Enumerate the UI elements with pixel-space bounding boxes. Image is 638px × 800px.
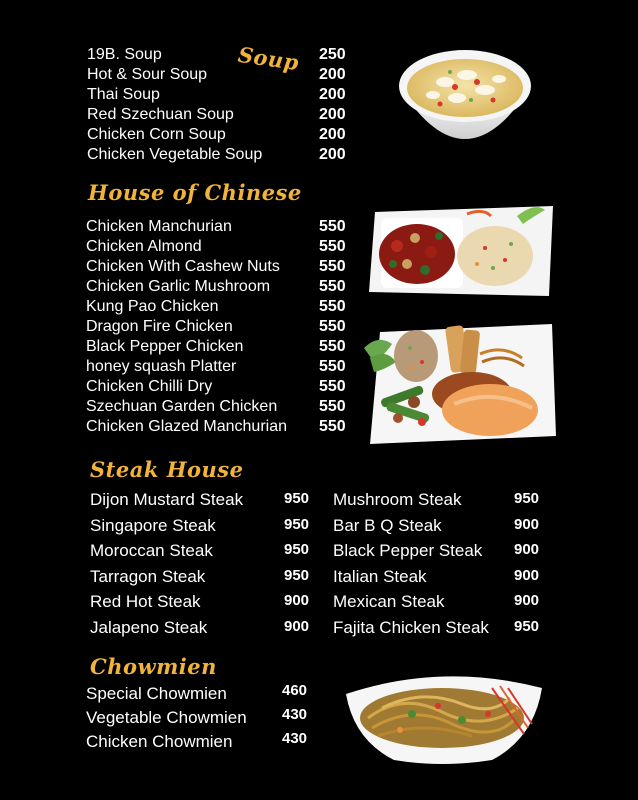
item-name: honey squash Platter xyxy=(86,358,237,375)
menu-item xyxy=(86,238,351,258)
item-name: Black Pepper Chicken xyxy=(86,338,244,355)
item-price: 550 xyxy=(319,238,346,255)
menu-item xyxy=(86,684,316,708)
item-name: Moroccan Steak xyxy=(90,541,213,560)
item-price: 200 xyxy=(319,106,346,123)
menu-item xyxy=(90,490,315,516)
steak-list-left xyxy=(90,490,315,643)
item-price: 550 xyxy=(319,398,346,415)
menu-item xyxy=(86,278,351,298)
item-price: 550 xyxy=(319,218,346,235)
menu-item xyxy=(90,592,315,618)
item-price: 950 xyxy=(514,617,540,635)
item-name: Dijon Mustard Steak xyxy=(90,490,244,509)
item-price: 430 xyxy=(282,730,308,747)
menu-item xyxy=(333,592,548,618)
item-name: Mexican Steak xyxy=(333,592,445,611)
item-name: Szechuan Garden Chicken xyxy=(86,398,278,415)
menu-item xyxy=(87,66,352,86)
chinese-list xyxy=(86,218,351,438)
item-name: Chicken Vegetable Soup xyxy=(87,146,263,163)
menu-item xyxy=(90,516,315,542)
item-name: Chicken Almond xyxy=(86,238,202,255)
menu-item xyxy=(87,146,352,166)
menu-item xyxy=(86,358,351,378)
menu-item xyxy=(86,732,316,756)
item-price: 550 xyxy=(319,258,346,275)
item-price: 250 xyxy=(319,46,346,63)
menu-item xyxy=(86,338,351,358)
menu-item xyxy=(86,218,351,238)
chinese-heading: House of Chinese xyxy=(88,180,302,205)
menu-item xyxy=(90,618,315,644)
item-name: Chicken Corn Soup xyxy=(87,126,226,143)
menu-item xyxy=(333,516,548,542)
item-price: 550 xyxy=(319,418,346,435)
soup-bowl-image xyxy=(395,42,535,154)
item-price: 200 xyxy=(319,86,346,103)
item-name: Bar B Q Steak xyxy=(333,515,442,535)
chowmien-bowl-image xyxy=(342,668,546,768)
soup-list xyxy=(87,46,352,166)
item-name: Chicken Garlic Mushroom xyxy=(86,278,271,295)
item-name: Chicken Glazed Manchurian xyxy=(86,418,287,435)
item-price: 460 xyxy=(282,682,308,699)
item-price: 550 xyxy=(319,278,346,295)
menu-item xyxy=(86,258,351,278)
menu-item xyxy=(90,541,315,567)
item-price: 950 xyxy=(284,490,310,507)
menu-item xyxy=(333,490,548,516)
item-price: 900 xyxy=(284,617,310,635)
item-name: Fajita Chicken Steak xyxy=(333,617,489,637)
item-name: Vegetable Chowmien xyxy=(86,708,247,727)
menu-item xyxy=(86,398,351,418)
chow-heading: Chowmien xyxy=(90,654,217,679)
menu-item xyxy=(87,126,352,146)
item-price: 200 xyxy=(319,126,346,143)
menu-item xyxy=(86,708,316,732)
menu-item xyxy=(86,298,351,318)
item-price: 200 xyxy=(319,146,346,163)
item-price: 900 xyxy=(514,515,540,533)
item-name: Jalapeno Steak xyxy=(90,617,208,637)
item-price: 550 xyxy=(319,298,346,315)
item-name: Kung Pao Chicken xyxy=(86,298,219,315)
item-price: 550 xyxy=(319,358,346,375)
menu-item xyxy=(86,318,351,338)
soup-heading: Soup xyxy=(236,41,301,76)
item-name: Chicken Chilli Dry xyxy=(86,378,213,395)
menu-item xyxy=(333,618,548,644)
item-name: Chicken Chowmien xyxy=(86,732,233,751)
menu-item xyxy=(333,541,548,567)
item-name: Chicken With Cashew Nuts xyxy=(86,258,280,275)
item-name: Tarragon Steak xyxy=(90,566,206,586)
menu-item xyxy=(86,378,351,398)
chicken-platter-image xyxy=(362,318,560,450)
item-name: Chicken Manchurian xyxy=(86,218,232,235)
item-name: 19B. Soup xyxy=(87,46,162,63)
item-name: Thai Soup xyxy=(87,86,160,103)
item-name: Mushroom Steak xyxy=(333,490,462,509)
item-price: 550 xyxy=(319,338,346,355)
item-price: 550 xyxy=(319,378,346,395)
menu-item xyxy=(90,567,315,593)
item-name: Red Szechuan Soup xyxy=(87,106,234,123)
steak-list-right xyxy=(333,490,548,643)
item-price: 950 xyxy=(284,515,310,533)
item-price: 950 xyxy=(284,566,310,584)
menu-item xyxy=(87,86,352,106)
menu-item xyxy=(86,418,351,438)
item-price: 200 xyxy=(319,66,346,83)
item-price: 900 xyxy=(284,592,310,609)
item-price: 900 xyxy=(514,592,540,609)
menu-item xyxy=(333,567,548,593)
menu-item xyxy=(87,106,352,126)
item-price: 900 xyxy=(514,566,540,584)
item-name: Italian Steak xyxy=(333,566,427,586)
item-name: Special Chowmien xyxy=(86,684,227,703)
chinese-plate-image xyxy=(367,198,555,300)
item-price: 430 xyxy=(282,706,308,723)
item-price: 950 xyxy=(514,490,540,507)
item-price: 550 xyxy=(319,318,346,335)
item-name: Black Pepper Steak xyxy=(333,541,483,560)
item-price: 900 xyxy=(514,541,540,558)
item-name: Dragon Fire Chicken xyxy=(86,318,233,335)
item-name: Singapore Steak xyxy=(90,515,216,535)
menu-item xyxy=(87,46,352,66)
chowmien-list xyxy=(86,684,316,756)
item-price: 950 xyxy=(284,541,310,558)
steak-heading: Steak House xyxy=(90,457,244,482)
item-name: Red Hot Steak xyxy=(90,592,201,611)
item-name: Hot & Sour Soup xyxy=(87,66,208,83)
